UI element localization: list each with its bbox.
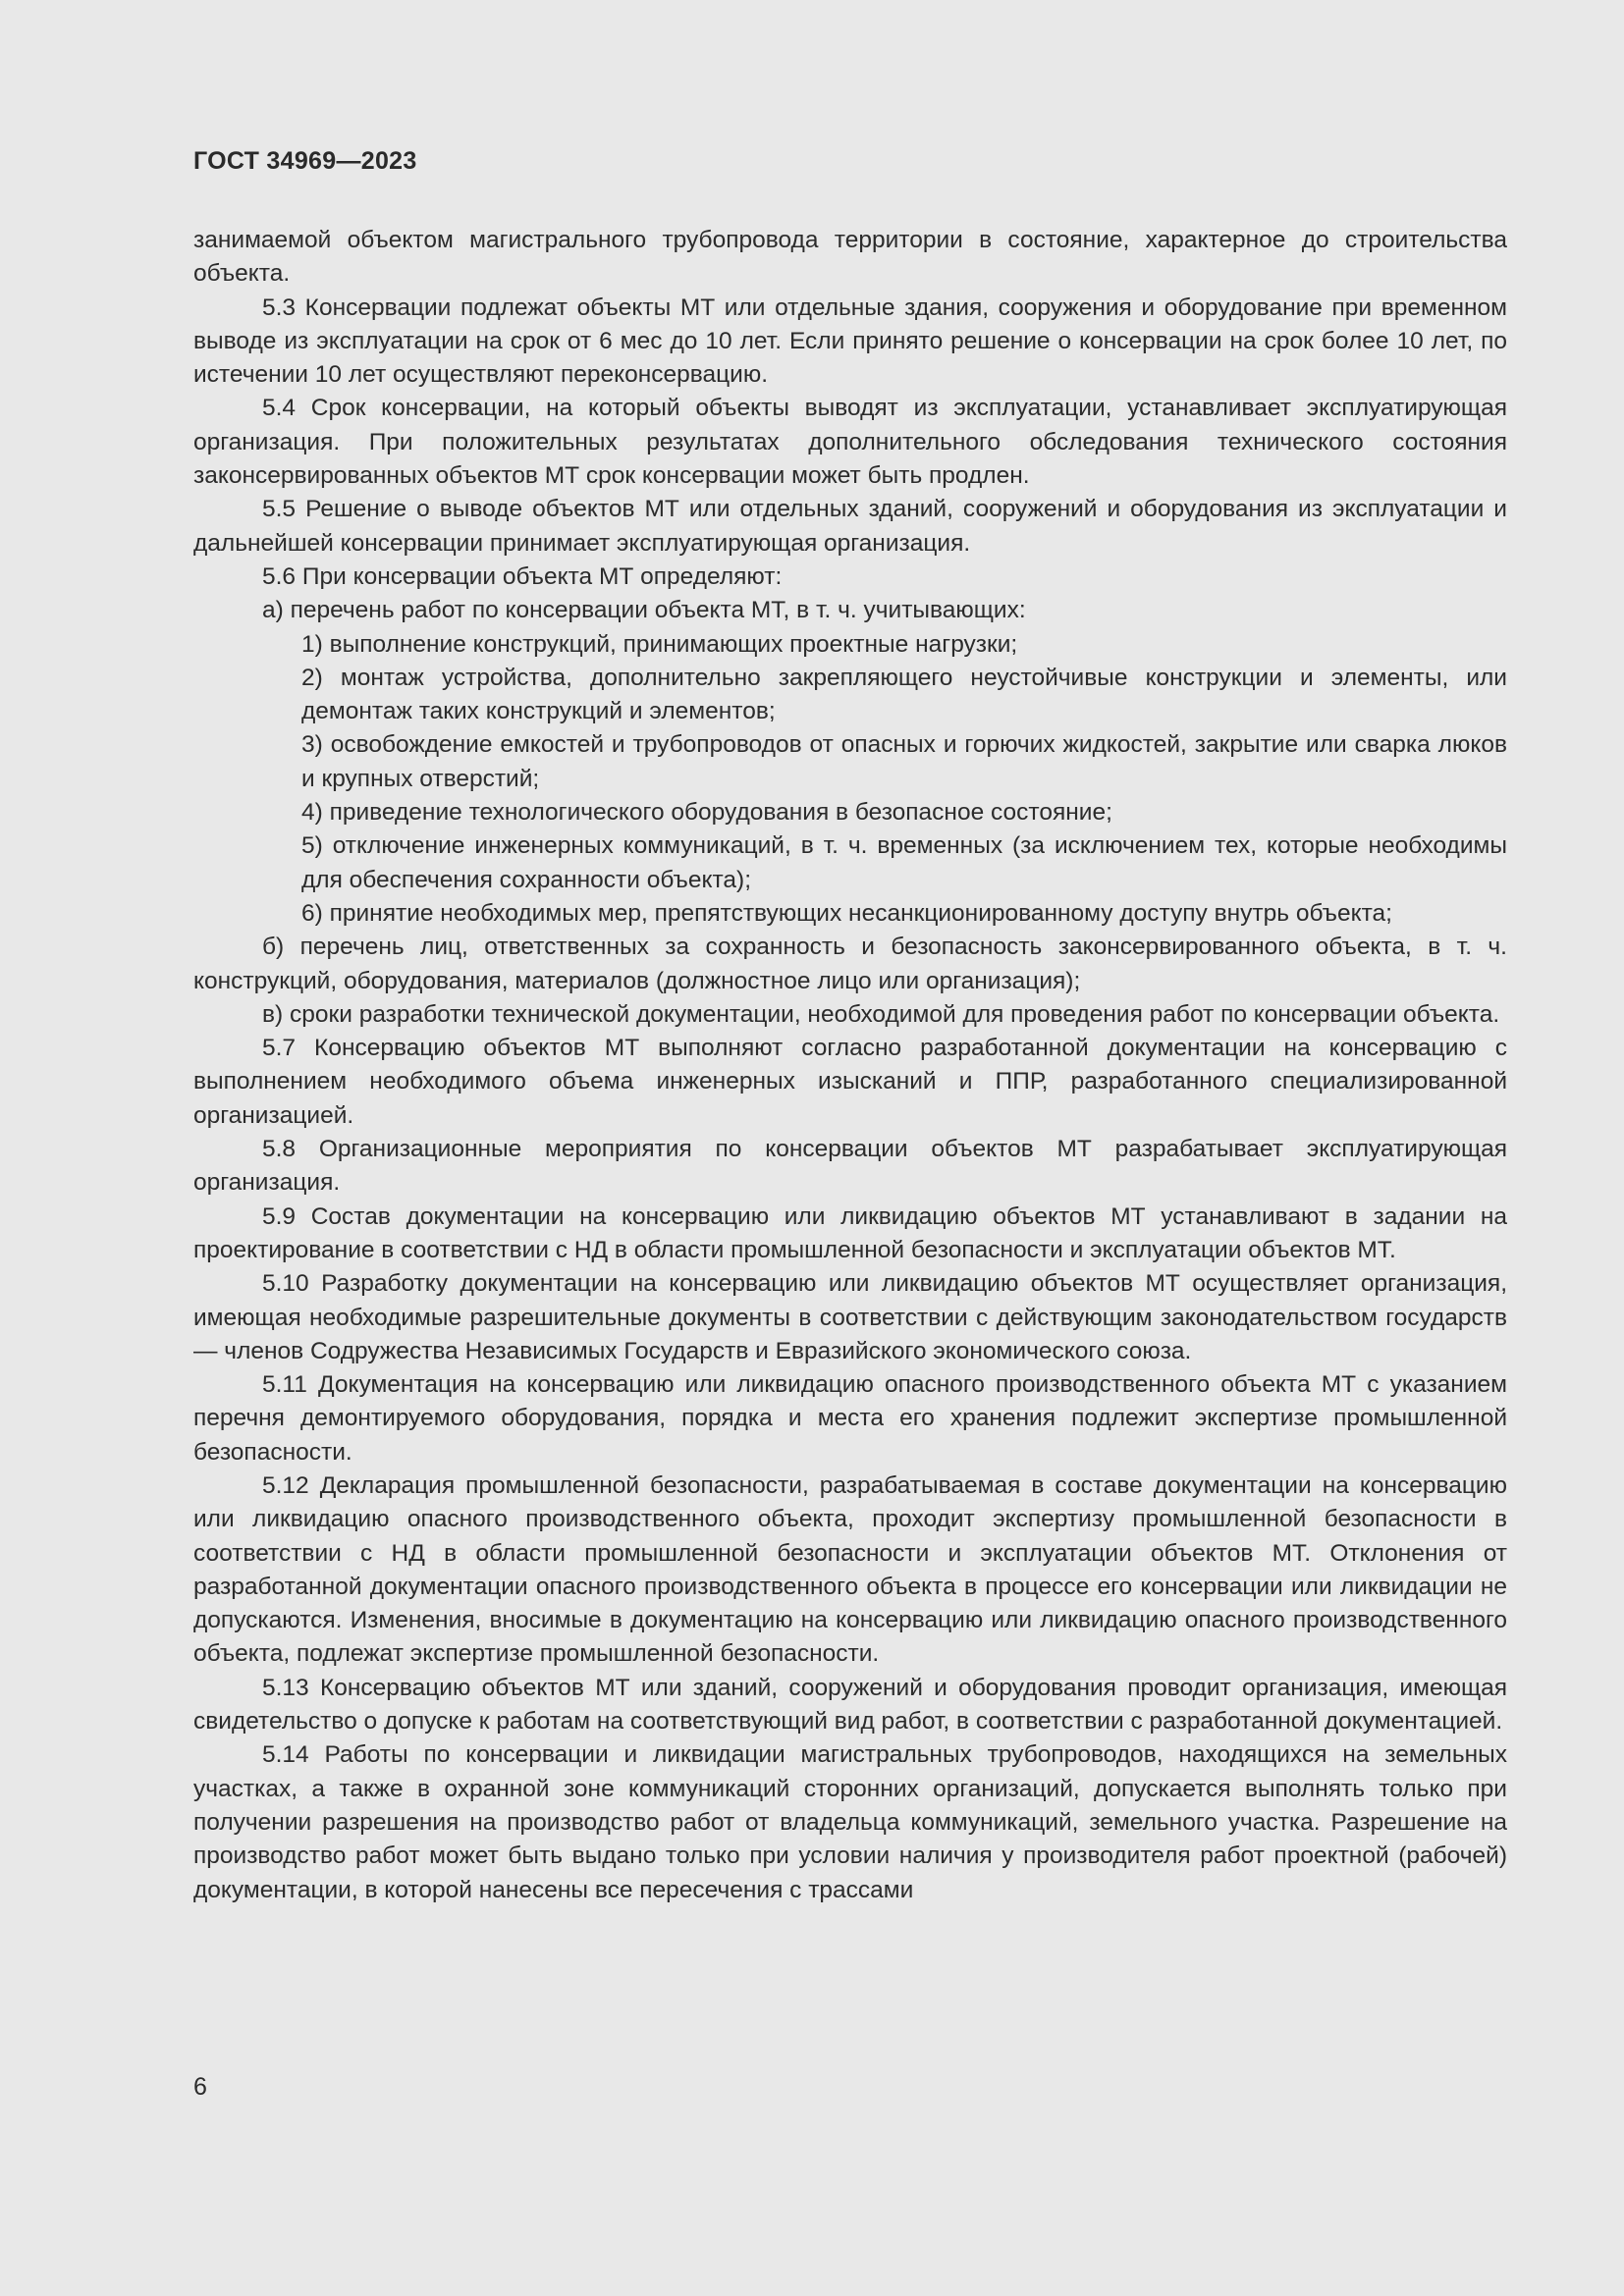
clause-5-13: 5.13 Консервацию объектов МТ или зданий, сооружений и оборудования проводит организация, имеющая свидетельство о допуске к работам на соответствующий вид работ, в соответствии с разработанной документацией.: [193, 1674, 1507, 1735]
clause-5-4: 5.4 Срок консервации, на который объекты выводят из эксплуатации, устанавливает эксплуатирующая организация. При положительных результатах дополнительного обследования технического состояния законсервированных объектов МТ срок консервации может быть продлен.: [193, 395, 1507, 490]
list-item-b: б) перечень лиц, ответственных за сохранность и безопасность законсервированного объекта, в т. ч. конструкций, оборудования, материалов (должностное лицо или организация);: [193, 934, 1507, 994]
page-number: 6: [193, 2073, 207, 2101]
sub-item-2: 2) монтаж устройства, дополнительно закрепляющего неустойчивые конструкции и элементы, или демонтаж таких конструкций и элементов;: [301, 664, 1507, 725]
paragraph-continuation: занимаемой объектом магистрального трубопровода территории в состояние, характерное до строительства объекта.: [193, 227, 1507, 288]
clause-5-10: 5.10 Разработку документации на консервацию или ликвидацию объектов МТ осуществляет организация, имеющая необходимые разрешительные документы в соответствии с действующим законодательством государств — членов Содружества Независимых Государств и Евразийского экономического союза.: [193, 1270, 1507, 1364]
sub-item-3: 3) освобождение емкостей и трубопроводов от опасных и горючих жидкостей, закрытие или сварка люков и крупных отверстий;: [301, 731, 1507, 792]
clause-5-8: 5.8 Организационные мероприятия по консервации объектов МТ разрабатывает эксплуатирующая организация.: [193, 1136, 1507, 1197]
clause-5-11: 5.11 Документация на консервацию или ликвидацию опасного производственного объекта МТ с указанием перечня демонтируемого оборудования, порядка и места его хранения подлежит экспертизе промышленной безопасности.: [193, 1371, 1507, 1466]
clause-5-3: 5.3 Консервации подлежат объекты МТ или отдельные здания, сооружения и оборудование при временном выводе из эксплуатации на срок от 6 мес до 10 лет. Если принято решение о консервации на срок более 10 лет, по истечении 10 лет осуществляют переконсервацию.: [193, 294, 1507, 389]
clause-5-14: 5.14 Работы по консервации и ликвидации магистральных трубопроводов, находящихся на земельных участках, а также в охранной зоне коммуникаций сторонних организаций, допускается выполнять только при получении разрешения на производство работ от владельца коммуникаций, земельного участка. Разрешение на производство работ может быть выдано только при условии наличия у производителя работ проектной (рабочей) документации, в которой нанесены все пересечения с трассами: [193, 1741, 1507, 1903]
document-header: ГОСТ 34969—2023: [193, 147, 417, 175]
sub-item-1: 1) выполнение конструкций, принимающих проектные нагрузки;: [301, 630, 1018, 658]
document-body: [193, 224, 1507, 1907]
sub-item-4: 4) приведение технологического оборудования в безопасное состояние;: [301, 799, 1112, 827]
clause-5-9: 5.9 Состав документации на консервацию или ликвидацию объектов МТ устанавливают в задании на проектирование в соответствии с НД в области промышленной безопасности и эксплуатации объектов МТ.: [193, 1202, 1507, 1263]
list-item-a: а) перечень работ по консервации объекта МТ, в т. ч. учитывающих:: [262, 597, 1026, 624]
clause-5-12: 5.12 Декларация промышленной безопасности, разрабатываемая в составе документации на консервацию или ликвидацию опасного производственного объекта, проходит экспертизу промышленной безопасности в соответствии с НД в области промышленной безопасности и эксплуатации объектов МТ. Отклонения от разработанной документации опасного производственного объекта в процессе его консервации или ликвидации не допускаются. Изменения, вносимые в документацию на консервацию или ликвидацию опасного производственного объекта, подлежат экспертизе промышленной безопасности.: [193, 1471, 1507, 1668]
sub-item-5: 5) отключение инженерных коммуникаций, в т. ч. временных (за исключением тех, которые необходимы для обеспечения сохранности объекта);: [301, 832, 1507, 893]
clause-5-5: 5.5 Решение о выводе объектов МТ или отдельных зданий, сооружений и оборудования из эксплуатации и дальнейшей консервации принимает эксплуатирующая организация.: [193, 496, 1507, 557]
clause-5-7: 5.7 Консервацию объектов МТ выполняют согласно разработанной документации на консервацию с выполнением необходимого объема инженерных изысканий и ППР, разработанного специализированной организацией.: [193, 1035, 1507, 1129]
clause-5-6: 5.6 При консервации объекта МТ определяют:: [262, 562, 783, 590]
sub-item-6: 6) принятие необходимых мер, препятствующих несанкционированному доступу внутрь объекта;: [301, 899, 1392, 927]
list-item-v: в) сроки разработки технической документации, необходимой для проведения работ по консервации объекта.: [262, 1000, 1500, 1028]
